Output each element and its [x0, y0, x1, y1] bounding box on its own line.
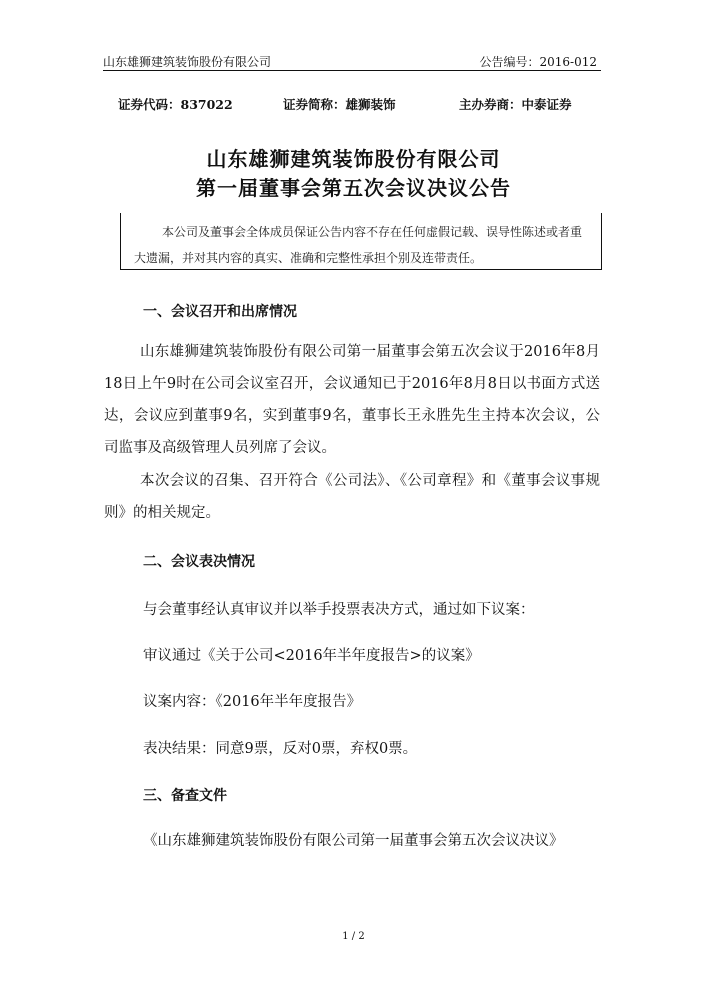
sponsor-broker: 主办券商：中泰证券 — [459, 97, 572, 112]
section-heading-meeting: 一、会议召开和出席情况 — [143, 304, 297, 320]
section-heading-documents: 三、备查文件 — [143, 788, 227, 804]
voting-intro: 与会董事经认真审议并以举手投票表决方式，通过如下议案： — [143, 602, 535, 618]
security-code: 证券代码：837022 — [118, 97, 233, 112]
security-short-name: 证券简称：雄狮装饰 — [283, 97, 396, 112]
header-company: 山东雄狮建筑装饰股份有限公司 — [103, 55, 272, 69]
page-number: 1 / 2 — [342, 931, 365, 942]
section-heading-voting: 二、会议表决情况 — [143, 554, 255, 570]
voting-result: 表决结果：同意9票，反对0票，弃权0票。 — [143, 741, 418, 757]
notice-statement: 本公司及董事会全体成员保证公告内容不存在任何虚假记载、误导性陈述或者重大遗漏，并对其内容的真实、准确和完整性承担个别及连带责任。 — [134, 225, 583, 265]
header-announcement-no: 公告编号：2016-012 — [479, 55, 597, 69]
header-divider — [103, 70, 601, 71]
document-title-line1: 山东雄狮建筑装饰股份有限公司 — [206, 147, 501, 171]
reference-document: 《山东雄狮建筑装饰股份有限公司第一届董事会第五次会议决议》 — [143, 833, 564, 849]
motion-content: 议案内容：《2016年半年度报告》 — [143, 694, 362, 710]
document-title-line2: 第一届董事会第五次会议决议公告 — [196, 176, 511, 200]
motion-approved: 审议通过《关于公司<2016年半年度报告>的议案》 — [143, 648, 480, 664]
meeting-details-paragraph: 山东雄狮建筑装饰股份有限公司第一届董事会第五次会议于2016年8月18日上午9时在公司会议室召开，会议通知已于2016年8月8日以书面方式送达，会议应到董事9名，实到董事9名，董事长王永胜先生主持本次会议，公司监事及高级管理人员列席了会议。 — [104, 344, 600, 456]
compliance-paragraph: 本次会议的召集、召开符合《公司法》、《公司章程》和《董事会议事规则》的相关规定。 — [104, 473, 600, 521]
